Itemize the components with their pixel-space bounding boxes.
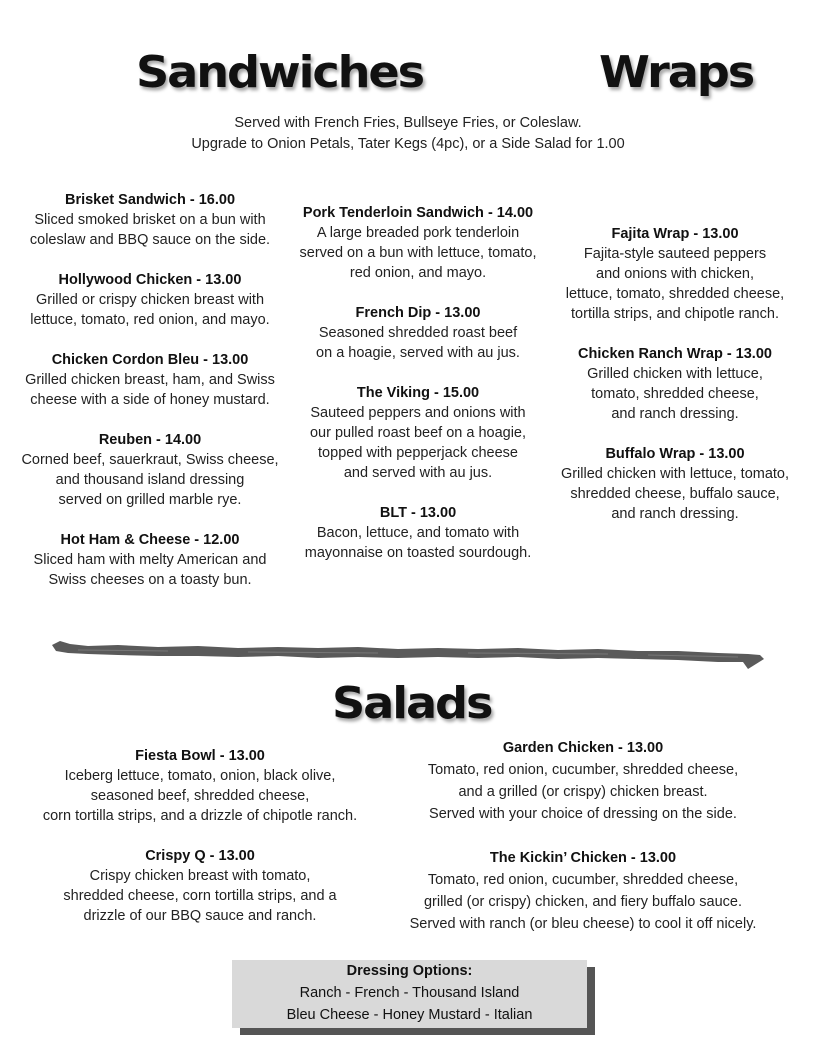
- menu-item-title: Reuben - 14.00: [98, 432, 202, 448]
- sides-note: [0, 113, 816, 155]
- menu-item-title: Garden Chicken - 13.00: [502, 740, 664, 756]
- salads-heading: Salads: [332, 678, 492, 729]
- dressing-options-line-2: Bleu Cheese - Honey Mustard - Italian: [286, 1007, 533, 1023]
- menu-item-description: Grilled chicken with lettuce, tomato, shredded cheese, and ranch dressing.: [587, 366, 763, 422]
- menu-item-title: Crispy Q - 13.00: [145, 848, 255, 864]
- menu-item-title: The Kickin’ Chicken - 13.00: [489, 850, 677, 866]
- sandwiches-heading: Sandwiches: [136, 47, 424, 98]
- menu-item-description: Fajita-style sauteed peppers and onions with chicken, lettuce, tomato, shredded cheese, tortilla strips, and chipotle ranch.: [565, 246, 785, 322]
- menu-item-description: Sliced ham with melty American and Swiss cheeses on a toasty bun.: [33, 552, 267, 588]
- dressing-options-box: [232, 960, 587, 1028]
- menu-item-description: A large breaded pork tenderloin served on a bun with lettuce, tomato, red onion, and mayo.: [299, 225, 537, 281]
- menu-item: [283, 503, 553, 563]
- menu-item: [393, 847, 773, 935]
- menu-item-description: Crispy chicken breast with tomato, shredded cheese, corn tortilla strips, and a drizzle of our BBQ sauce and ranch.: [63, 868, 337, 924]
- menu-item: [30, 846, 370, 926]
- sides-note-line-2: Upgrade to Onion Petals, Tater Kegs (4pc), or a Side Salad for 1.00: [191, 136, 625, 152]
- menu-item-title: Buffalo Wrap - 13.00: [605, 446, 745, 462]
- menu-item-description: Sliced smoked brisket on a bun with coleslaw and BBQ sauce on the side.: [29, 212, 271, 248]
- menu-item-title: Hollywood Chicken - 13.00: [58, 272, 242, 288]
- menu-item-title: Fiesta Bowl - 13.00: [135, 748, 265, 764]
- menu-item: [10, 530, 290, 590]
- menu-item-title: French Dip - 13.00: [355, 305, 481, 321]
- menu-item-title: BLT - 13.00: [379, 505, 457, 521]
- menu-item: [283, 303, 553, 363]
- menu-item: [393, 737, 773, 825]
- sandwiches-middle-column: [283, 203, 553, 583]
- menu-item-title: Chicken Ranch Wrap - 13.00: [578, 346, 772, 362]
- menu-item-title: Pork Tenderloin Sandwich - 14.00: [302, 205, 534, 221]
- menu-item: [283, 203, 553, 283]
- sides-note-line-1: Served with French Fries, Bullseye Fries, or Coleslaw.: [234, 115, 582, 131]
- menu-item-description: Tomato, red onion, cucumber, shredded cheese, grilled (or crispy) chicken, and fiery buffalo sauce. Served with ranch (or bleu cheese) to cool it off nicely.: [409, 872, 757, 932]
- menu-item: [30, 746, 370, 826]
- wraps-column: [550, 224, 800, 544]
- menu-item-description: Corned beef, sauerkraut, Swiss cheese, and thousand island dressing served on grilled marble rye.: [21, 452, 279, 508]
- menu-item-title: Chicken Cordon Bleu - 13.00: [51, 352, 249, 368]
- menu-item: [10, 190, 290, 250]
- menu-item-title: The Viking - 15.00: [356, 385, 480, 401]
- menu-item: [10, 350, 290, 410]
- menu-item-title: Brisket Sandwich - 16.00: [64, 192, 236, 208]
- menu-item-title: Hot Ham & Cheese - 12.00: [60, 532, 240, 548]
- brush-stroke-divider: [48, 636, 768, 672]
- dressing-options-line-1: Ranch - French - Thousand Island: [299, 985, 520, 1001]
- menu-item: [283, 383, 553, 483]
- menu-item: [10, 270, 290, 330]
- menu-item-description: Grilled chicken with lettuce, tomato, shredded cheese, buffalo sauce, and ranch dressing.: [560, 466, 790, 522]
- menu-item-description: Iceberg lettuce, tomato, onion, black olive, seasoned beef, shredded cheese, corn tortilla strips, and a drizzle of chipotle ranch.: [42, 768, 358, 824]
- menu-item-description: Tomato, red onion, cucumber, shredded cheese, and a grilled (or crispy) chicken breast. Served with your choice of dressing on the side.: [427, 762, 739, 822]
- menu-item-description: Bacon, lettuce, and tomato with mayonnaise on toasted sourdough.: [304, 525, 532, 561]
- menu-item-title: Fajita Wrap - 13.00: [611, 226, 739, 242]
- dressing-options-title: Dressing Options:: [346, 963, 473, 979]
- menu-item-description: Seasoned shredded roast beef on a hoagie, served with au jus.: [316, 325, 520, 361]
- menu-item-description: Grilled or crispy chicken breast with lettuce, tomato, red onion, and mayo.: [30, 292, 270, 328]
- sandwiches-left-column: [10, 190, 290, 610]
- menu-item: [550, 224, 800, 324]
- wraps-heading: Wraps: [599, 47, 754, 98]
- menu-item: [10, 430, 290, 510]
- menu-item-description: Grilled chicken breast, ham, and Swiss cheese with a side of honey mustard.: [25, 372, 275, 408]
- salads-right-column: [393, 737, 773, 955]
- salads-left-column: [30, 746, 370, 946]
- menu-item: [550, 344, 800, 424]
- menu-item-description: Sauteed peppers and onions with our pulled roast beef on a hoagie, topped with pepperjack cheese and served with au jus.: [309, 405, 527, 481]
- menu-item: [550, 444, 800, 524]
